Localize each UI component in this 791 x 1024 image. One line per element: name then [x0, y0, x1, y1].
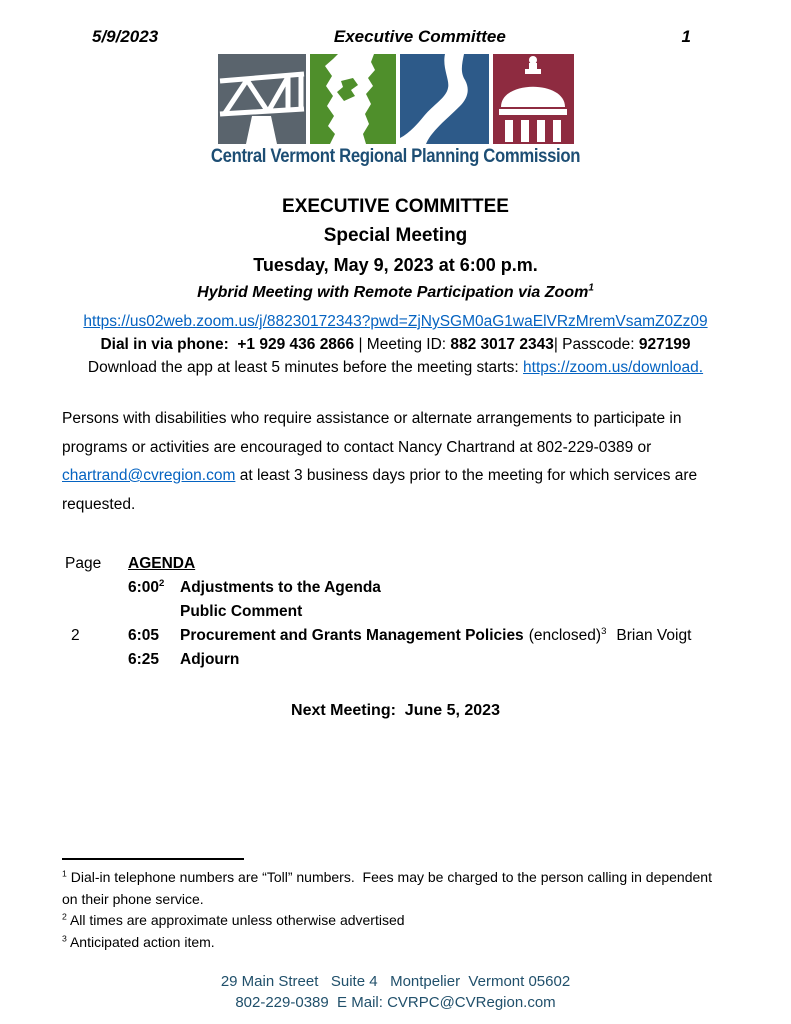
meeting-type: Special Meeting: [323, 225, 468, 246]
meeting-id: 882 3017 2343: [450, 336, 554, 353]
meeting-datetime: Tuesday, May 9, 2023 at 6:00 p.m.: [253, 255, 538, 275]
header-page-number: 1: [681, 27, 691, 46]
agenda-row-desc: Public Comment: [180, 603, 303, 620]
agenda-row-desc: Adjustments to the Agenda: [180, 579, 381, 596]
agenda-row-desc: Procurement and Grants Management Policies (enclosed)$^3$ Brian Voigt: [180, 625, 692, 644]
next-meeting-note: Next Meeting: June 5, 2023: [291, 702, 500, 719]
connection-info: [0, 310, 791, 379]
footer-address: 29 Main Street Suite 4 Montpelier Vermont 05602: [220, 973, 571, 990]
river-icon: [400, 54, 489, 144]
download-text: Download the app at least 5 minutes before the meeting starts:: [87, 359, 524, 376]
vermont-state-icon: [310, 54, 396, 144]
meeting-title-block: [0, 192, 791, 306]
agenda-row-time: $6:00^2$: [128, 577, 165, 596]
agenda-page-col-header: Page: [65, 555, 102, 572]
cvrpc-logo: [0, 54, 791, 168]
footnote-ref-2: 2: [159, 577, 165, 589]
agenda-row-page: 2: [71, 627, 80, 644]
footnote-1: $^1$ Dial-in telephone numbers are “Toll” numbers. Fees may be charged to the person calling in dependent on their phone service.: [62, 868, 716, 907]
download-line: [0, 356, 791, 379]
footnotes-section: [62, 858, 729, 953]
accessibility-notice: [62, 405, 729, 519]
agenda-row-time: [128, 600, 180, 624]
contact-email-link[interactable]: chartrand@cvregion.com: [62, 467, 236, 484]
agenda-row-page: [62, 600, 128, 624]
presenter-name: Brian Voigt: [616, 627, 692, 644]
phone-number: +1 929 436 2866: [237, 336, 355, 353]
dial-label: Dial in via phone:: [100, 336, 238, 353]
document-footer: [0, 971, 791, 1013]
bridge-icon: [218, 54, 306, 144]
footnote-3: $^3$ Anticipated action item.: [62, 932, 215, 950]
footer-contact: 802-229-0389 E Mail: CVRPC@CVRegion.com: [235, 994, 556, 1011]
passcode-label: | Passcode:: [553, 336, 639, 353]
header-title: Executive Committee: [333, 27, 506, 46]
meeting-id-label: | Meeting ID:: [354, 336, 451, 353]
agenda-table: [62, 552, 729, 672]
running-header: [0, 0, 791, 47]
enclosure-note: (enclosed)$^3$: [528, 625, 607, 644]
passcode: 927199: [638, 336, 691, 353]
zoom-meeting-link[interactable]: https://us02web.zoom.us/j/88230172343?pwd=ZjNySGM0aG1waElVRzMremVsamZ0Zz09: [83, 313, 708, 330]
agenda-row-time: 6:25: [128, 651, 160, 668]
footnote-ref-1: 1: [588, 282, 594, 294]
agenda-row-desc: Adjourn: [180, 651, 240, 668]
zoom-link-line: [0, 310, 791, 333]
hybrid-note: Hybrid Meeting with Remote Participation via Zoom$^1$: [197, 282, 594, 301]
footnote-ref-3: 3: [601, 625, 607, 637]
logo-wordmark: Central Vermont Regional Planning Commission: [210, 146, 581, 167]
committee-title: EXECUTIVE COMMITTEE: [282, 196, 509, 217]
dial-in-line: [0, 333, 791, 356]
agenda-row-page: [62, 648, 128, 672]
notice-text-after: at least 3 business days prior to the meeting for which services are requested.: [62, 467, 702, 513]
agenda-title: AGENDA: [128, 555, 196, 572]
notice-text-before: Persons with disabilities who require assistance or alternate arrangements to participate in programs or activities are encouraged to contact Nancy Chartrand at 802-229-0389 or: [62, 410, 686, 456]
footnote-2: $^2$ All times are approximate unless otherwise advertised: [62, 911, 405, 928]
capitol-dome-icon: [493, 54, 574, 144]
footnote-separator: [62, 858, 244, 860]
agenda-row-time: 6:05: [128, 627, 160, 644]
logo-tiles: [218, 54, 574, 144]
agenda-row-page: [62, 576, 128, 600]
agenda-section: [62, 552, 729, 672]
zoom-download-link[interactable]: https://zoom.us/download.: [523, 359, 704, 376]
header-date: 5/9/2023: [92, 27, 159, 46]
